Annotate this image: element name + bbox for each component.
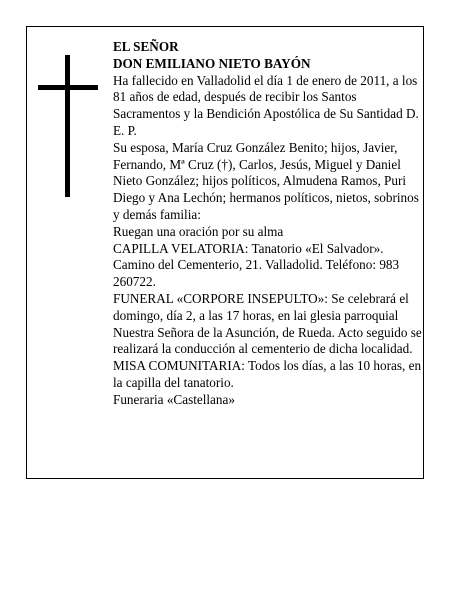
notice-family: Su esposa, María Cruz González Benito; hijos, Javier, Fernando, Mª Cruz (†), Carlos, Jesús, Miguel y Daniel Nieto González; hijos políticos, Almudena Ramos, Puri Diego y Ana Lechón; hermanos políticos, nietos, sobrinos y demás familia: (113, 139, 419, 222)
notice-title-name: DON EMILIANO NIETO BAYÓN (113, 55, 311, 71)
notice-mass: MISA COMUNITARIA: Todos los días, a las 10 horas, en la capilla del tanatorio. (113, 358, 422, 390)
cross-icon (38, 55, 98, 197)
notice-title-line1: EL SEÑOR (113, 39, 179, 54)
obituary-notice (26, 26, 424, 479)
notice-funeral: FUNERAL «CORPORE INSEPULTO»: Se celebrará el domingo, día 2, a las 17 horas, en lai glesia parroquial Nuestra Señora de la Asunción, de Rueda. Acto seguido se realizará la conducción al cementerio de dicha localidad. (113, 290, 422, 357)
notice-death-announcement: Ha fallecido en Valladolid el día 1 de enero de 2011, a los 81 años de edad, después de recibir los Santos Sacramentos y la Bendición Apostólica de Su Santidad D. E. P. (113, 72, 419, 138)
notice-funeral-home: Funeraria «Castellana» (113, 391, 235, 407)
notice-prayer-request: Ruegan una oración por su alma (113, 223, 284, 239)
cross-vertical-bar (65, 55, 70, 197)
notice-wake-chapel: CAPILLA VELATORIA: Tanatorio «El Salvador». Camino del Cementerio, 21. Valladolid. Teléfono: 983 260722. (113, 240, 400, 290)
cross-horizontal-bar (38, 85, 98, 90)
notice-text (113, 39, 425, 409)
